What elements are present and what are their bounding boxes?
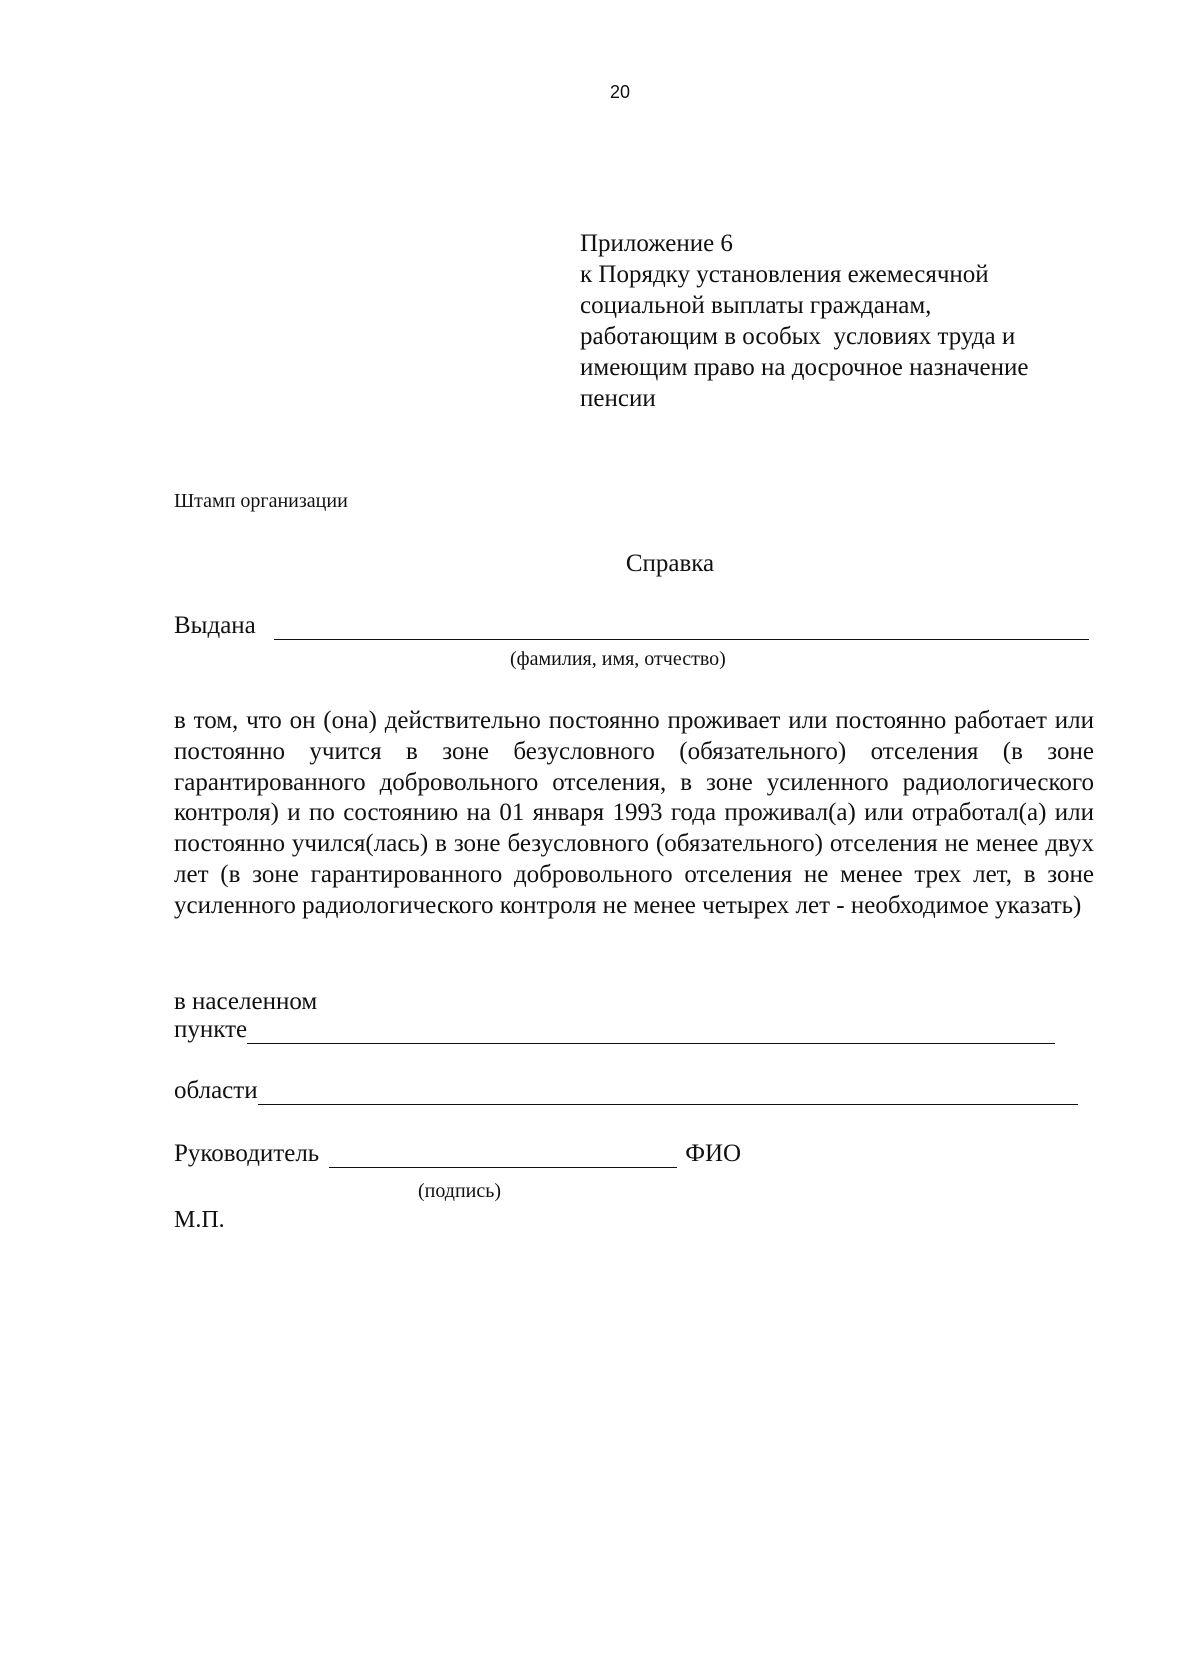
appendix-line: работающим в особых условиях труда и [580,323,1016,350]
region-label: области [174,1077,258,1104]
appendix-block [580,228,1029,414]
appendix-line: к Порядку установления ежемесячной [580,261,989,288]
settlement-label: в населенном [174,988,318,1015]
seal-label: М.П. [174,1207,225,1233]
head-signature-row [174,1140,741,1168]
page-number: 20 [609,82,631,102]
appendix-line: имеющим право на досрочное назначение [580,354,1029,381]
issued-to-row [174,612,1089,640]
signature-blank-line [329,1143,677,1168]
settlement-row [174,1016,1055,1044]
appendix-line: социальной выплаты гражданам, [580,292,932,319]
settlement-blank-line [247,1019,1055,1044]
full-name-hint: (фамилия, имя, отчество) [510,648,726,670]
issued-to-label: Выдана [174,612,256,639]
signature-hint: (подпись) [418,1180,502,1202]
document-title: Справка [625,550,715,577]
head-name-label: ФИО [685,1140,742,1167]
settlement-label-cont: пункте [174,1016,248,1043]
region-row [174,1077,1078,1105]
appendix-line: пенсии [580,385,656,412]
head-label: Руководитель [174,1140,320,1167]
region-blank-line [258,1080,1078,1105]
certificate-body-text: в том, что он (она) действительно постоянно проживает или постоянно работает или постоянно учится в зоне безусловного (обязательного) отселения (в зоне гарантированного добровольного отселения, в зоне усиленного радиологического контроля) и по состоянию на 01 января 1993 года проживал(а) или отработал(а) или постоянно учился(лась) в зоне безусловного (обязательного) отселения не менее двух лет (в зоне гарантированного добровольного отселения не менее трех лет, в зоне усиленного радиологического контроля не менее четырех лет - необходимое указать) [174,707,1094,919]
full-name-blank-line [274,615,1089,640]
appendix-line: Приложение 6 [580,230,733,257]
organization-stamp-label: Штамп организации [174,490,348,512]
